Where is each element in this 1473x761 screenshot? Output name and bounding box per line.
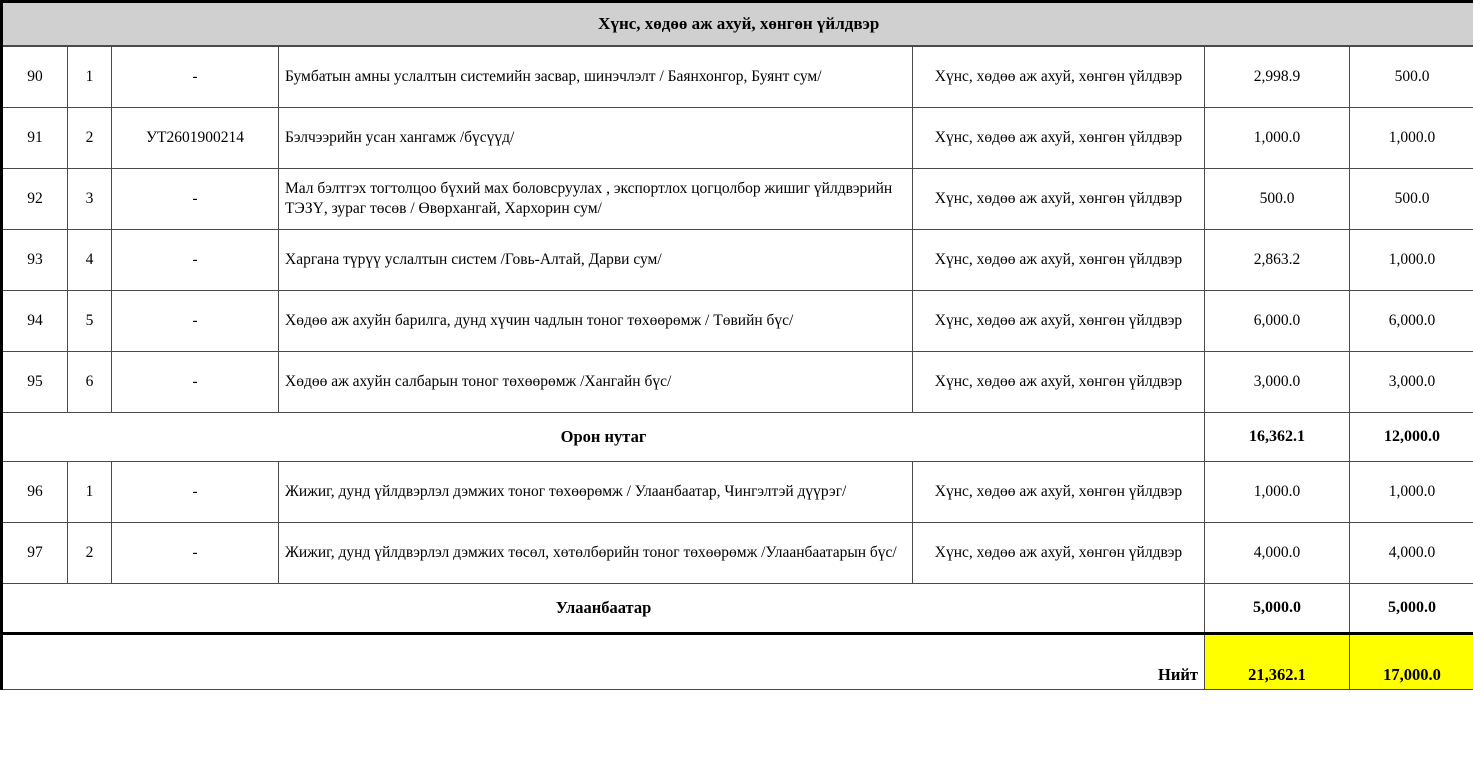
project-code: -	[112, 46, 279, 108]
row-index: 2	[68, 107, 112, 168]
project-code: -	[112, 290, 279, 351]
value-total: 3,000.0	[1205, 351, 1350, 412]
value-year: 4,000.0	[1350, 522, 1473, 583]
value-year: 500.0	[1350, 46, 1473, 108]
project-category: Хүнс, хөдөө аж ахуй, хөнгөн үйлдвэр	[913, 351, 1205, 412]
project-category: Хүнс, хөдөө аж ахуй, хөнгөн үйлдвэр	[913, 107, 1205, 168]
value-total: 2,998.9	[1205, 46, 1350, 108]
value-total: 6,000.0	[1205, 290, 1350, 351]
value-total: 1,000.0	[1205, 461, 1350, 522]
row-number: 93	[2, 229, 68, 290]
project-category: Хүнс, хөдөө аж ахуй, хөнгөн үйлдвэр	[913, 168, 1205, 229]
project-description: Бэлчээрийн усан хангамж /бүсүүд/	[279, 107, 913, 168]
value-year: 500.0	[1350, 168, 1473, 229]
row-index: 6	[68, 351, 112, 412]
value-total: 1,000.0	[1205, 107, 1350, 168]
project-category: Хүнс, хөдөө аж ахуй, хөнгөн үйлдвэр	[913, 229, 1205, 290]
project-code: -	[112, 351, 279, 412]
project-description: Мал бэлтгэх тогтолцоо бүхий мах боловсруулах , экспортлох цогцолбор жишиг үйлдвэрийн ТЭЗҮ, зураг төсөв / Өвөрхангай, Хархорин сум/	[279, 168, 913, 229]
value-year: 6,000.0	[1350, 290, 1473, 351]
table-row[interactable]	[2, 351, 1473, 412]
row-index: 5	[68, 290, 112, 351]
value-year: 1,000.0	[1350, 461, 1473, 522]
value-year: 1,000.0	[1350, 229, 1473, 290]
project-description: Бумбатын амны услалтын системийн засвар, шинэчлэлт / Баянхонгор, Буянт сум/	[279, 46, 913, 108]
value-total: 4,000.0	[1205, 522, 1350, 583]
subtotal-row-local	[2, 412, 1473, 461]
project-code: УТ2601900214	[112, 107, 279, 168]
value-year: 1,000.0	[1350, 107, 1473, 168]
project-description: Хөдөө аж ахуйн барилга, дунд хүчин чадлын тоног төхөөрөмж / Төвийн бүс/	[279, 290, 913, 351]
section-header-row	[2, 2, 1473, 46]
project-code: -	[112, 461, 279, 522]
row-index: 4	[68, 229, 112, 290]
value-year: 3,000.0	[1350, 351, 1473, 412]
project-description: Жижиг, дунд үйлдвэрлэл дэмжих тоног төхөөрөмж / Улаанбаатар, Чингэлтэй дүүрэг/	[279, 461, 913, 522]
project-category: Хүнс, хөдөө аж ахуй, хөнгөн үйлдвэр	[913, 461, 1205, 522]
project-code: -	[112, 522, 279, 583]
row-number: 91	[2, 107, 68, 168]
grand-total-value-year: 17,000.0	[1350, 633, 1473, 689]
project-category: Хүнс, хөдөө аж ахуй, хөнгөн үйлдвэр	[913, 522, 1205, 583]
row-number: 97	[2, 522, 68, 583]
section-header-title: Хүнс, хөдөө аж ахуй, хөнгөн үйлдвэр	[2, 2, 1473, 46]
row-number: 96	[2, 461, 68, 522]
row-number: 92	[2, 168, 68, 229]
project-code: -	[112, 229, 279, 290]
subtotal-label-local: Орон нутаг	[2, 412, 1205, 461]
row-number: 94	[2, 290, 68, 351]
table-row[interactable]	[2, 290, 1473, 351]
table-body	[2, 2, 1473, 690]
table-row[interactable]	[2, 46, 1473, 108]
row-index: 1	[68, 461, 112, 522]
project-category: Хүнс, хөдөө аж ахуй, хөнгөн үйлдвэр	[913, 290, 1205, 351]
value-total: 500.0	[1205, 168, 1350, 229]
value-total: 2,863.2	[1205, 229, 1350, 290]
table-row[interactable]	[2, 461, 1473, 522]
row-number: 90	[2, 46, 68, 108]
project-description: Хөдөө аж ахуйн салбарын тоног төхөөрөмж /Хангайн бүс/	[279, 351, 913, 412]
project-description: Харгана түрүү услалтын систем /Говь-Алтай, Дарви сум/	[279, 229, 913, 290]
table-row[interactable]	[2, 229, 1473, 290]
row-number: 95	[2, 351, 68, 412]
grand-total-row	[2, 633, 1473, 689]
subtotal-value-total-local: 16,362.1	[1205, 412, 1350, 461]
subtotal-row-ub	[2, 583, 1473, 633]
table-row[interactable]	[2, 107, 1473, 168]
subtotal-value-year-local: 12,000.0	[1350, 412, 1473, 461]
project-description: Жижиг, дунд үйлдвэрлэл дэмжих төсөл, хөтөлбөрийн тоног төхөөрөмж /Улаанбаатарын бүс/	[279, 522, 913, 583]
subtotal-value-year-ub: 5,000.0	[1350, 583, 1473, 633]
row-index: 2	[68, 522, 112, 583]
subtotal-value-total-ub: 5,000.0	[1205, 583, 1350, 633]
grand-total-label: Нийт	[2, 633, 1205, 689]
project-category: Хүнс, хөдөө аж ахуй, хөнгөн үйлдвэр	[913, 46, 1205, 108]
project-code: -	[112, 168, 279, 229]
table-row[interactable]	[2, 168, 1473, 229]
subtotal-label-ub: Улаанбаатар	[2, 583, 1205, 633]
table-row[interactable]	[2, 522, 1473, 583]
row-index: 1	[68, 46, 112, 108]
grand-total-value-total: 21,362.1	[1205, 633, 1350, 689]
row-index: 3	[68, 168, 112, 229]
